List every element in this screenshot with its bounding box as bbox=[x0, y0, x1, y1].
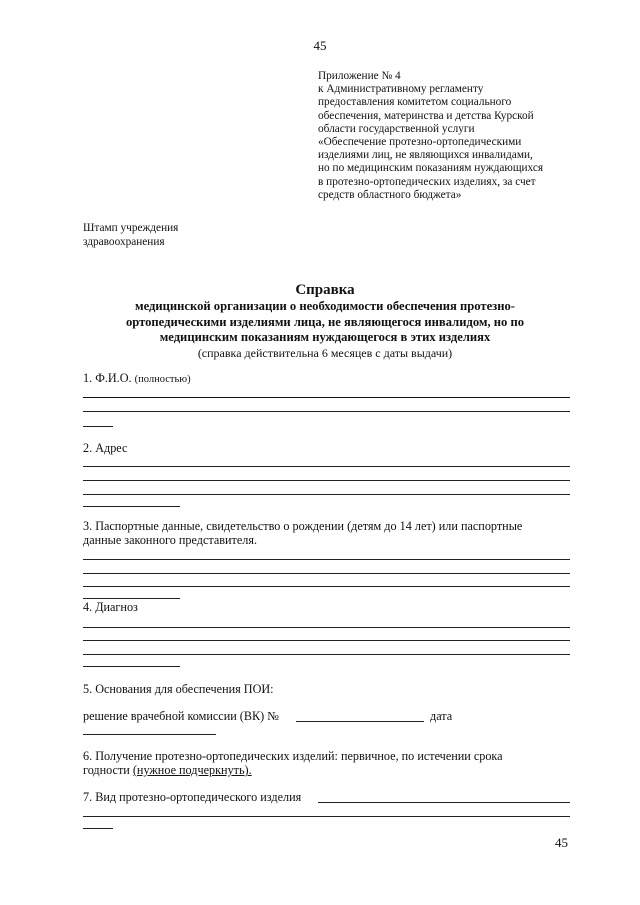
address-fill-line[interactable] bbox=[83, 494, 570, 495]
diagnosis-fill-line[interactable] bbox=[83, 627, 570, 628]
appendix-line: к Административному регламенту bbox=[318, 83, 484, 96]
field-address-label: 2. Адрес bbox=[83, 441, 128, 455]
appendix-line: Приложение № 4 bbox=[318, 70, 401, 82]
appendix-line: но по медицинским показаниям нуждающихся bbox=[318, 162, 544, 175]
title-main: Справка bbox=[295, 282, 355, 298]
appendix-line: изделиями лиц, не являющихся инвалидами, bbox=[318, 149, 533, 162]
fio-label: 1. Ф.И.О. bbox=[83, 371, 132, 385]
receipt-text: годности bbox=[83, 763, 133, 777]
appendix-line: обеспечения, материнства и детства Курской bbox=[318, 109, 534, 122]
address-fill-line[interactable] bbox=[83, 466, 570, 467]
validity-note: (справка действительна 6 месяцев с даты выдачи) bbox=[197, 345, 453, 360]
field-diagnosis-label: 4. Диагноз bbox=[83, 600, 138, 614]
appendix-block bbox=[318, 70, 578, 202]
page-number-bottom: 45 bbox=[555, 835, 568, 850]
field-grounds-label: 5. Основания для обеспечения ПОИ: bbox=[83, 682, 274, 696]
stamp-line: здравоохранения bbox=[83, 236, 165, 248]
passport-fill-line[interactable] bbox=[83, 598, 180, 599]
passport-fill-line[interactable] bbox=[83, 573, 570, 574]
address-fill-line[interactable] bbox=[83, 506, 180, 507]
vk-date-line[interactable] bbox=[83, 734, 216, 735]
fio-fill-line[interactable] bbox=[83, 411, 570, 412]
title-subline: медицинским показаниям нуждающегося в этих изделиях bbox=[159, 330, 491, 344]
product-type-fill-line[interactable] bbox=[318, 802, 570, 803]
fio-fill-line[interactable] bbox=[83, 397, 570, 398]
vk-number-line[interactable] bbox=[296, 721, 424, 722]
diagnosis-fill-line[interactable] bbox=[83, 654, 570, 655]
fio-note: (полностью) bbox=[134, 374, 191, 385]
stamp-placeholder bbox=[83, 221, 178, 249]
certificate-title bbox=[60, 282, 590, 360]
vk-decision-label: решение врачебной комиссии (ВК) № bbox=[83, 709, 279, 723]
address-fill-line[interactable] bbox=[83, 480, 570, 481]
field-receipt-label-1: 6. Получение протезно-ортопедических изделий: первичное, по истечении срока bbox=[83, 749, 503, 763]
passport-fill-line[interactable] bbox=[83, 559, 570, 560]
field-product-type-label: 7. Вид протезно-ортопедического изделия bbox=[83, 790, 302, 804]
field-fio-label bbox=[83, 371, 191, 387]
field-receipt-label-2 bbox=[83, 763, 252, 777]
stamp-line: Штамп учреждения bbox=[83, 222, 179, 234]
diagnosis-fill-line[interactable] bbox=[83, 640, 570, 641]
appendix-line: предоставления комитетом социального bbox=[318, 96, 512, 109]
appendix-line: «Обеспечение протезно-ортопедическими bbox=[318, 136, 522, 149]
field-passport-label-2: данные законного представителя. bbox=[83, 533, 257, 547]
fio-fill-line[interactable] bbox=[83, 426, 113, 427]
underline-instruction: (нужное подчеркнуть). bbox=[132, 763, 252, 777]
vk-date-label: дата bbox=[430, 709, 453, 723]
appendix-line: в протезно-ортопедических изделиях, за счет bbox=[318, 175, 536, 188]
appendix-line: области государственной услуги bbox=[318, 122, 475, 135]
field-passport-label-1: 3. Паспортные данные, свидетельство о рождении (детям до 14 лет) или паспортные bbox=[83, 519, 523, 533]
title-subline: медицинской организации о необходимости обеспечения протезно- bbox=[135, 299, 515, 313]
page-number-top: 45 bbox=[313, 38, 327, 53]
product-type-fill-line[interactable] bbox=[83, 828, 113, 829]
passport-fill-line[interactable] bbox=[83, 586, 570, 587]
diagnosis-fill-line[interactable] bbox=[83, 666, 180, 667]
title-subline: ортопедическими изделиями лица, не являющегося инвалидом, но по bbox=[125, 314, 525, 329]
product-type-fill-line[interactable] bbox=[83, 816, 570, 817]
appendix-line: средств областного бюджета» bbox=[318, 188, 462, 201]
